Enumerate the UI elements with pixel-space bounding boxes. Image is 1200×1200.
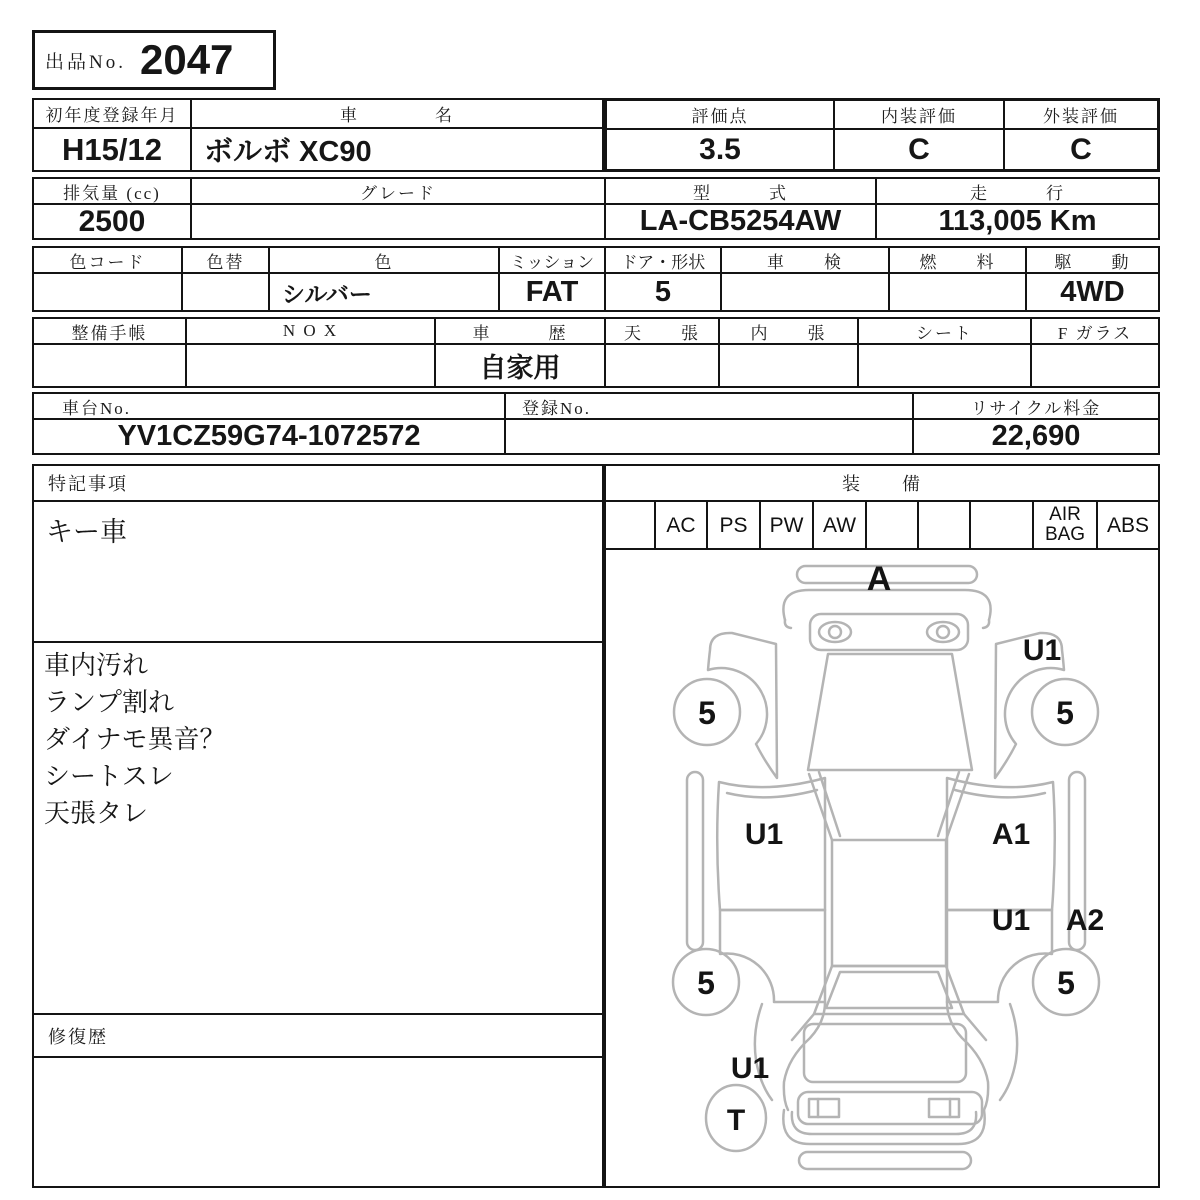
history-label: 車 歴 xyxy=(436,319,604,345)
fuel-label: 燃 料 xyxy=(890,248,1025,274)
seat-value xyxy=(859,345,1030,386)
field-seat xyxy=(859,319,1032,386)
mileage-label: 走 行 xyxy=(877,179,1158,205)
damage-code-5: 5 xyxy=(698,695,716,731)
chassis-no-label: 車台No. xyxy=(34,394,504,420)
mileage-value: 113,005 Km xyxy=(938,205,1097,237)
trim-value xyxy=(720,345,857,386)
damage-code-U1: U1 xyxy=(991,904,1031,937)
field-mission xyxy=(500,248,606,310)
chassis-no-value: YV1CZ59G74-1072572 xyxy=(117,420,421,452)
f-glass-value xyxy=(1032,345,1158,386)
row-evaluation xyxy=(604,98,1160,172)
history-value: 自家用 xyxy=(479,353,561,383)
model-code-label: 型 式 xyxy=(606,179,875,205)
displacement-value: 2500 xyxy=(78,205,146,238)
field-fuel xyxy=(890,248,1027,310)
equipment-cell-aw: AW xyxy=(814,502,867,548)
field-color xyxy=(270,248,500,310)
row-displacement-model xyxy=(32,177,1160,240)
field-model-code xyxy=(606,179,877,238)
nox-label: N O X xyxy=(187,319,434,345)
damage-code-A1: A1 xyxy=(991,818,1031,851)
repair-history-box xyxy=(32,1056,604,1188)
first-registration-value: H15/12 xyxy=(62,131,162,167)
field-grade xyxy=(192,179,606,238)
drive-value: 4WD xyxy=(1060,275,1125,308)
equipment-cell xyxy=(971,502,1034,548)
auction-no-label: 出品No. xyxy=(45,51,126,73)
field-chassis-no xyxy=(34,394,506,453)
damage-code-U1: U1 xyxy=(1022,634,1062,667)
notes-header: 特記事項 xyxy=(32,464,604,502)
note-item: ランプ割れ xyxy=(44,687,175,717)
equipment-cell-pw: PW xyxy=(761,502,814,548)
field-nox xyxy=(187,319,436,386)
row-color-mission xyxy=(32,246,1160,312)
damage-code-U1: U1 xyxy=(730,1052,770,1085)
row-registration-name xyxy=(32,98,604,172)
row-service-history xyxy=(32,317,1160,388)
field-trim xyxy=(720,319,859,386)
equipment-cell xyxy=(919,502,971,548)
first-registration-label: 初年度登録年月 xyxy=(34,100,190,129)
displacement-label: 排気量 (cc) xyxy=(34,179,190,205)
note-item: ダイナモ異音？ xyxy=(44,724,226,754)
reg-no-value xyxy=(506,420,912,453)
note-item: 車内汚れ xyxy=(44,650,149,680)
auction-no-box xyxy=(32,30,276,90)
color-code-label: 色コード xyxy=(34,248,181,274)
exterior-grade-value: C xyxy=(1070,132,1092,166)
recycle-fee-label: リサイクル料金 xyxy=(914,394,1158,420)
equipment-cell-abs: ABS xyxy=(1106,513,1150,537)
mission-value: FAT xyxy=(525,275,579,308)
color-label: 色 xyxy=(270,248,498,274)
drive-label: 駆 動 xyxy=(1027,248,1158,274)
field-inspection xyxy=(722,248,890,310)
model-code-value: LA-CB5254AW xyxy=(639,205,842,237)
field-car-name xyxy=(192,100,602,170)
field-score xyxy=(607,101,835,169)
door-shape-value: 5 xyxy=(654,275,672,308)
equipment-header: 装 備 xyxy=(604,464,1160,502)
car-name-value: ボルボ XC90 xyxy=(204,136,372,168)
recycle-fee-value: 22,690 xyxy=(991,420,1081,452)
inspection-label: 車 検 xyxy=(722,248,888,274)
field-color-change xyxy=(183,248,270,310)
equipment-cell xyxy=(606,502,656,548)
field-door-shape xyxy=(606,248,722,310)
repair-history-header: 修復歴 xyxy=(32,1013,604,1058)
field-displacement xyxy=(34,179,192,238)
field-color-code xyxy=(34,248,183,310)
field-service-book xyxy=(34,319,187,386)
field-first-registration xyxy=(34,100,192,170)
headliner-value xyxy=(606,345,718,386)
score-value: 3.5 xyxy=(699,132,741,166)
headliner-label: 天 張 xyxy=(606,319,718,345)
color-change-value xyxy=(183,274,268,310)
field-reg-no xyxy=(506,394,914,453)
color-change-label: 色替 xyxy=(183,248,268,274)
f-glass-label: F ガラス xyxy=(1032,319,1158,345)
grade-label: グレード xyxy=(192,179,604,205)
trim-label: 内 張 xyxy=(720,319,857,345)
note-item: 天張タレ xyxy=(44,798,149,828)
service-book-value xyxy=(34,345,185,386)
equipment-cell xyxy=(867,502,919,548)
notes-box xyxy=(32,641,604,1015)
field-recycle-fee xyxy=(914,394,1158,453)
color-value: シルバー xyxy=(282,280,372,307)
equipment-row xyxy=(604,500,1160,550)
car-diagram-box xyxy=(604,548,1160,1188)
field-headliner xyxy=(606,319,720,386)
reg-no-label: 登録No. xyxy=(506,394,912,420)
damage-code-5: 5 xyxy=(1057,965,1075,1001)
row-chassis-recycle xyxy=(32,392,1160,455)
damage-code-5: 5 xyxy=(1056,695,1074,731)
damage-code-T: T xyxy=(726,1104,746,1137)
equipment-cell-ps: PS xyxy=(708,502,761,548)
car-diagram-svg xyxy=(606,550,1158,1186)
score-label: 評価点 xyxy=(607,101,833,130)
car-name-label: 車 名 xyxy=(192,100,602,129)
fuel-value xyxy=(890,274,1025,310)
damage-code-A: A xyxy=(866,560,892,598)
key-note-box: キー車 xyxy=(32,500,604,643)
mission-label: ミッション xyxy=(500,248,604,274)
auction-no-value: 2047 xyxy=(139,36,234,83)
damage-code-U1: U1 xyxy=(744,818,784,851)
note-item: シートスレ xyxy=(44,761,174,791)
interior-grade-label: 内装評価 xyxy=(835,101,1003,130)
interior-grade-value: C xyxy=(908,132,930,166)
grade-value xyxy=(192,205,604,238)
service-book-label: 整備手帳 xyxy=(34,319,185,345)
inspection-value xyxy=(722,274,888,310)
equipment-cell-ac: AC xyxy=(656,502,708,548)
field-history xyxy=(436,319,606,386)
damage-code-5: 5 xyxy=(697,965,715,1001)
damage-code-A2: A2 xyxy=(1065,904,1105,937)
equipment-cell-airbag: AIR BAG xyxy=(1034,502,1098,548)
field-exterior-grade xyxy=(1005,101,1157,169)
field-interior-grade xyxy=(835,101,1005,169)
seat-label: シート xyxy=(859,319,1030,345)
nox-value xyxy=(187,345,434,386)
field-f-glass xyxy=(1032,319,1158,386)
field-mileage xyxy=(877,179,1158,238)
color-code-value xyxy=(34,274,181,310)
door-shape-label: ドア・形状 xyxy=(606,248,720,274)
exterior-grade-label: 外装評価 xyxy=(1005,101,1157,130)
field-drive xyxy=(1027,248,1158,310)
